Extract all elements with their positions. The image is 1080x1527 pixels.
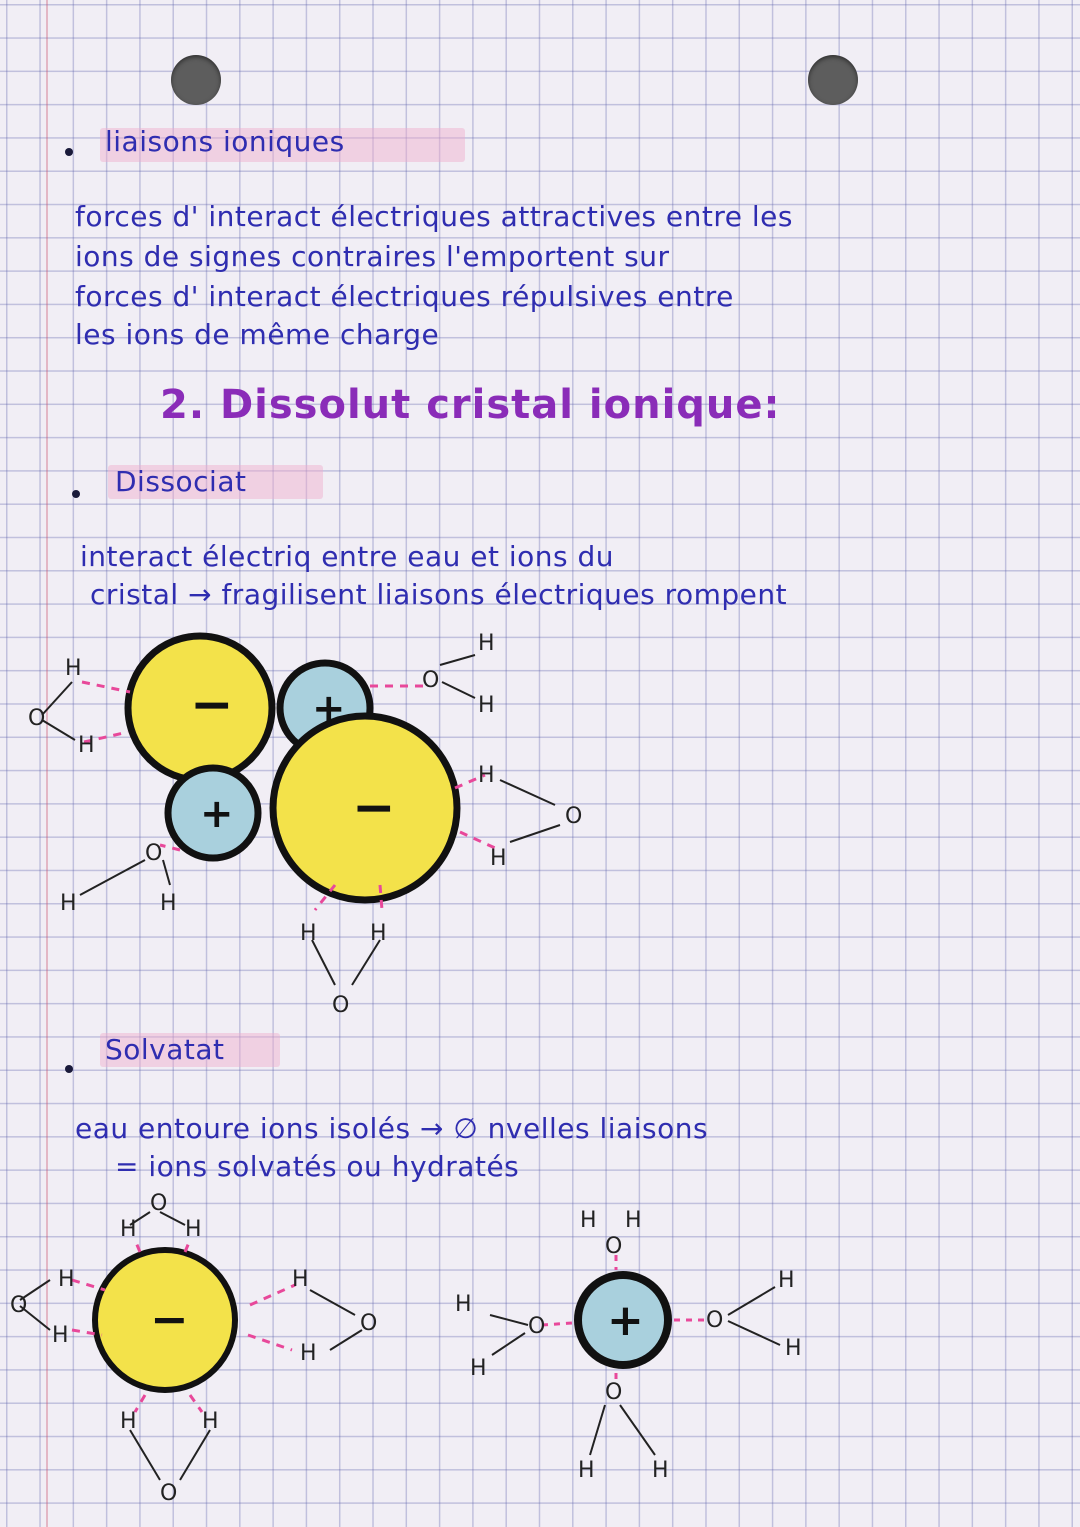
hydrogen-atom-label: H [478, 763, 495, 788]
binder-hole-left [171, 55, 221, 105]
oxygen-atom-label: O [150, 1191, 168, 1216]
oxygen-atom-label: O [28, 706, 46, 731]
hydrogen-atom-label: H [185, 1217, 202, 1242]
hydrogen-atom-label: H [202, 1409, 219, 1434]
hydrogen-atom-label: H [120, 1217, 137, 1242]
solvated-cation-diagram [440, 1205, 820, 1505]
hydrogen-atom-label: H [370, 921, 387, 946]
hydrogen-atom-label: H [455, 1292, 472, 1317]
hydrogen-atom-label: H [160, 891, 177, 916]
oxygen-atom-label: O [528, 1314, 546, 1339]
hydrogen-atom-label: H [625, 1208, 642, 1233]
dissociation-line-1: interact électriq entre eau et ions du [80, 540, 615, 573]
hydrogen-atom-label: H [470, 1356, 487, 1381]
oxygen-atom-label: O [422, 668, 440, 693]
hydrogen-atom-label: H [490, 846, 507, 871]
anion-1-sign: − [190, 675, 234, 735]
cation-sign: + [607, 1295, 644, 1346]
hydrogen-atom-label: H [785, 1336, 802, 1361]
anion-2-sign: − [352, 778, 396, 838]
hydrogen-atom-label: H [478, 631, 495, 656]
hydrogen-atom-label: H [478, 693, 495, 718]
bullet [65, 1065, 73, 1073]
dissociation-line-2: cristal → fragilisent liaisons électriques rompent [90, 578, 788, 611]
hydrogen-atom-label: H [60, 891, 77, 916]
oxygen-atom-label: O [706, 1308, 724, 1333]
solvated-anion-diagram [10, 1190, 430, 1520]
hydrogen-atom-label: H [778, 1268, 795, 1293]
bullet [65, 148, 73, 156]
hydrogen-atom-label: H [300, 921, 317, 946]
binder-hole-right [808, 55, 858, 105]
crystal-ions [128, 636, 457, 900]
bullet [72, 490, 80, 498]
hydrogen-atom-label: H [65, 656, 82, 681]
hydrogen-atom-label: H [52, 1323, 69, 1348]
dissociation-heading: Dissociat [115, 465, 247, 498]
hydrogen-atom-label: H [580, 1208, 597, 1233]
oxygen-atom-label: O [360, 1311, 378, 1336]
section-title: 2. Dissolut cristal ionique: [160, 382, 781, 428]
ionic-bonds-line-3: forces d' interact électriques répulsives entre [75, 280, 734, 313]
ionic-bonds-heading: liaisons ioniques [105, 125, 345, 158]
ionic-bonds-line-4: les ions de même charge [75, 318, 440, 351]
ionic-bonds-line-2: ions de signes contraires l'emportent sur [75, 240, 670, 273]
hydrogen-atom-label: H [578, 1458, 595, 1483]
cation-2-sign: + [200, 791, 234, 837]
hydrogen-atom-label: H [58, 1267, 75, 1292]
hydrogen-atom-label: H [300, 1341, 317, 1366]
oxygen-atom-label: O [605, 1234, 623, 1259]
oxygen-atom-label: O [160, 1481, 178, 1506]
ionic-bonds-line-1: forces d' interact électriques attractives entre les [75, 200, 793, 233]
oxygen-atom-label: O [332, 993, 350, 1018]
oxygen-atom-label: O [145, 841, 163, 866]
hydrogen-atom-label: H [292, 1267, 309, 1292]
oxygen-atom-label: O [605, 1380, 623, 1405]
hydrogen-atom-label: H [78, 733, 95, 758]
hydrogen-atom-label: H [652, 1458, 669, 1483]
solvation-line-1: eau entoure ions isolés → ∅ nvelles liaisons [75, 1112, 709, 1145]
solvation-line-2: = ions solvatés ou hydratés [115, 1150, 520, 1183]
anion-sign: − [150, 1292, 189, 1346]
oxygen-atom-label: O [565, 804, 583, 829]
oxygen-atom-label: O [10, 1293, 28, 1318]
hydrogen-atom-label: H [120, 1409, 137, 1434]
cation-1-sign: + [312, 686, 346, 732]
solvation-heading: Solvatat [105, 1033, 225, 1066]
dissociation-diagram [20, 620, 660, 1040]
